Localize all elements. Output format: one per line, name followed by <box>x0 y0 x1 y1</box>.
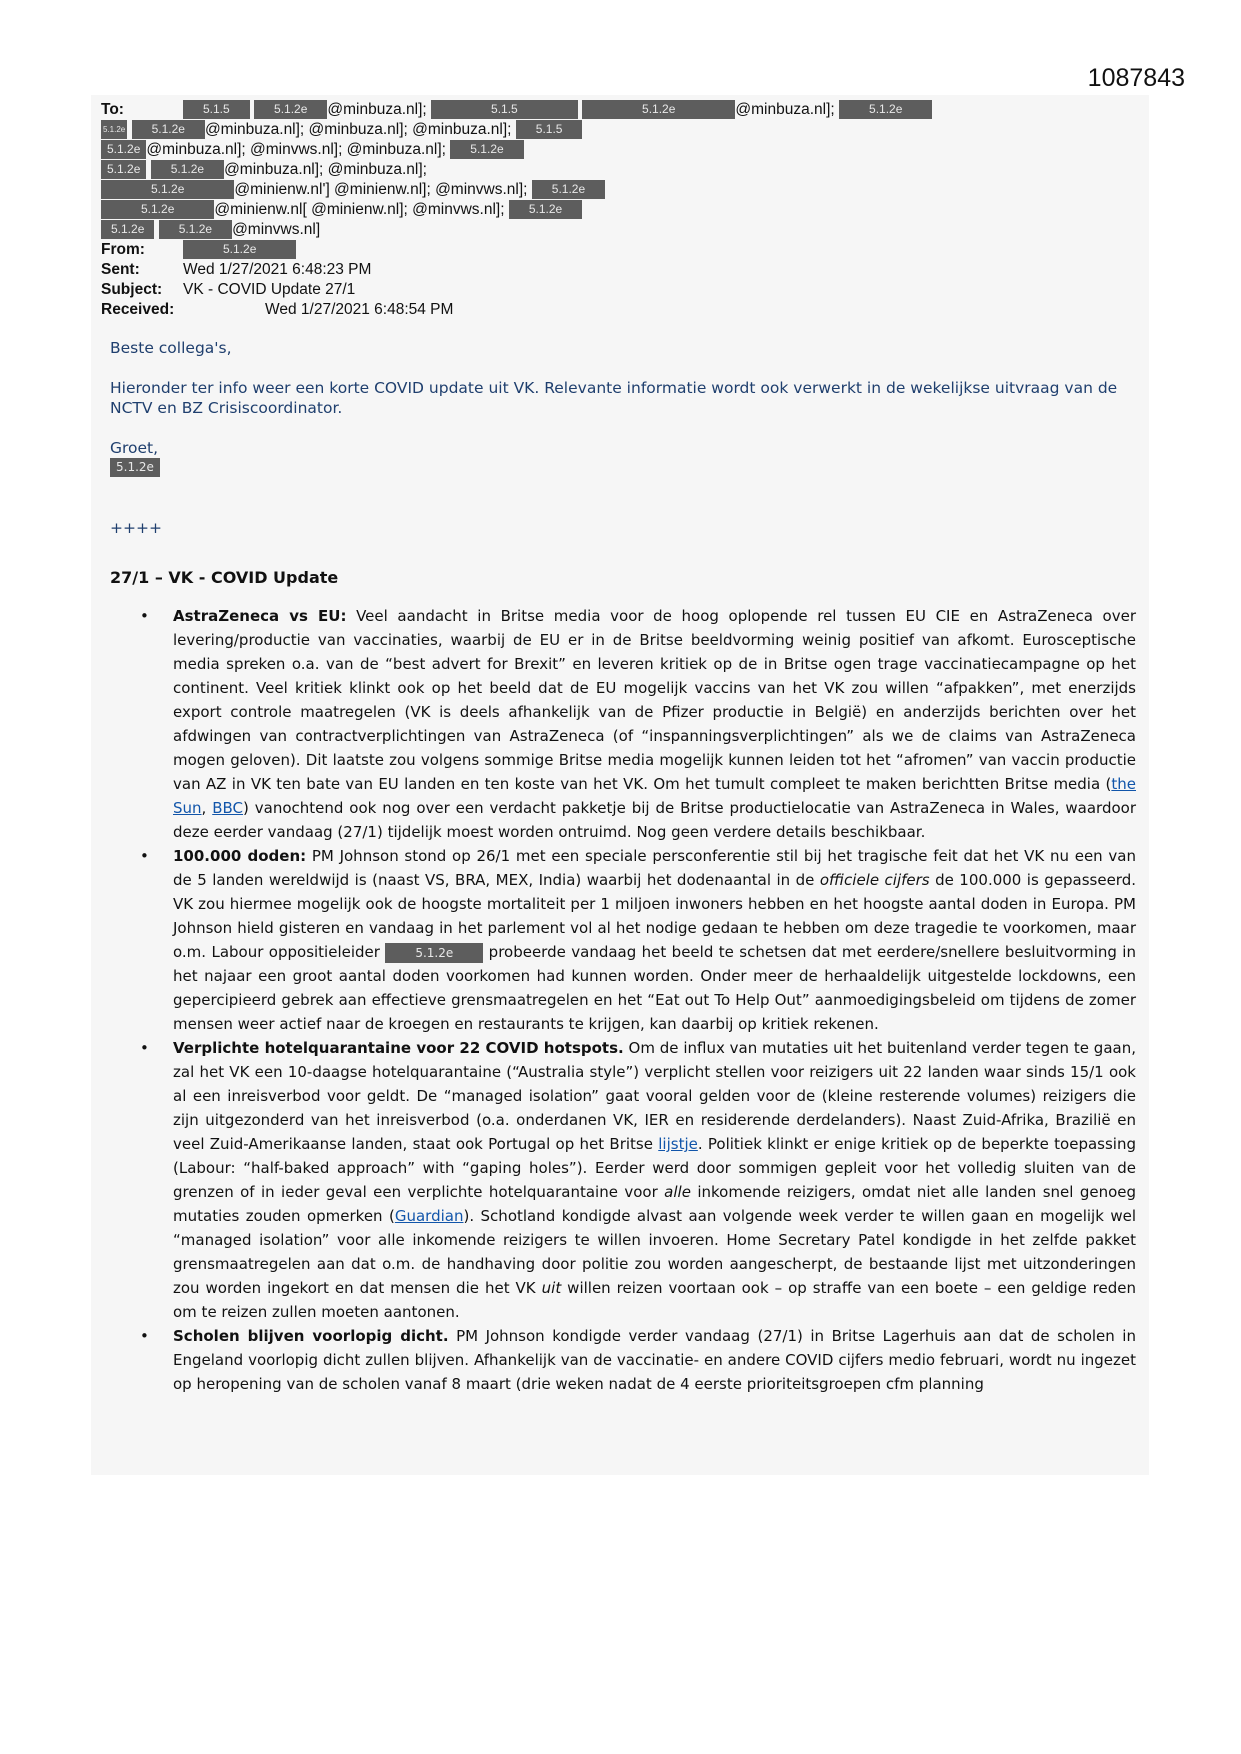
subject-value: VK - COVID Update 27/1 <box>183 281 356 298</box>
item-italic: officiele cijfers <box>819 871 930 889</box>
to-label: To: <box>101 101 124 118</box>
covid-update-section <box>110 566 1136 1396</box>
email-addresses: @minienw.nl'] @minienw.nl]; @minvws.nl]; <box>234 181 528 198</box>
received-value: Wed 1/27/2021 6:48:54 PM <box>265 301 454 318</box>
section-title: 27/1 – VK - COVID Update <box>110 568 339 587</box>
sent-value: Wed 1/27/2021 6:48:23 PM <box>183 261 372 278</box>
update-list <box>110 604 1136 1396</box>
redaction: 5.1.2e <box>132 120 205 139</box>
redaction: 5.1.2e <box>582 100 735 119</box>
subject-label: Subject: <box>101 281 163 298</box>
email-addresses: @minvws.nl] <box>232 221 321 238</box>
item-text: Veel aandacht in Britse media voor de hoog oplopende rel tussen EU CIE en AstraZeneca over levering/productie van vaccinaties, waarbij de EU er in de Britse beeldvorming weinig positief van afkomt. Eurosceptische media spreken o.a. van de “best advert for Brexit” en leveren kritiek op de in Britse ogen trage vaccinatiecampagne op het continent. Veel kritiek klinkt ook op het beeld dat de EU mogelijk vaccins van het VK zou willen “afpakken”, met enerzijds export controle maatregelen (VK is deels afhankelijk van de Pfizer productie in België) en anderzijds berichten over het afdwingen van contractverplichtingen van AstraZeneca (of “inspanningsverplichtingen” als we de claims van AstraZeneca mogen geloven). Dit laatste zou volgens sommige Britse media mogelijk kunnen leiden tot het “afromen” van vaccin productie van AZ in VK ten bate van EU landen en ten koste van het VK. Om het tumult compleet te maken berichtten Britse media ( <box>173 607 1137 793</box>
email-domain: @minbuza.nl]; <box>735 101 835 118</box>
item-italic: uit <box>541 1279 562 1297</box>
redaction: 5.1.2e <box>101 220 154 239</box>
bullet-icon: • <box>140 847 149 865</box>
item-text: . Politiek klinkt er enige kritiek op de beperkte toepassing (Labour: “half-baked approach” with “gaping holes”). Eerder werd door sommigen gepleit voor het volledig sluiten van de grenzen of in ieder geval een verplichte hotelquarantaine voor <box>173 1135 1136 1201</box>
to-line-3 <box>101 140 1141 160</box>
to-line-7 <box>101 220 1141 240</box>
bullet-icon: • <box>140 1039 149 1057</box>
item-lead: Scholen blijven voorlopig dicht. <box>173 1327 449 1345</box>
item-lead: 100.000 doden: <box>173 847 307 865</box>
redaction: 5.1.2e <box>159 220 232 239</box>
bullet-icon: • <box>140 1327 149 1345</box>
item-text: ). Schotland kondigde alvast aan volgende week verder te willen gaan en mogelijk wel “managed isolation” voor alle inkomende reizigers te willen invoeren. Home Secretary Patel kondigde in het zelfde pakket grensmaatregelen aan dat o.m. de handhaving door politie zou worden aangescherpt, de bestaande lijst met uitzonderingen zou worden ingekort en dat mensen die het VK <box>173 1207 1137 1297</box>
list-item <box>110 844 1136 1036</box>
sent-row <box>101 260 1141 280</box>
email-addresses: @minienw.nl[ @minienw.nl]; @minvws.nl]; <box>214 201 505 218</box>
email-header <box>101 100 1141 320</box>
email-addresses: @minbuza.nl]; @minbuza.nl]; <box>224 161 427 178</box>
to-line-1 <box>101 100 1141 120</box>
intro-paragraph: Hieronder ter info weer een korte COVID update uit VK. Relevante informatie wordt ook verwerkt in de wekelijkse uitvraag van de NCTV en BZ Crisiscoordinator. <box>110 379 1118 417</box>
redaction: 5.1.2e <box>101 200 214 219</box>
redaction: 5.1.2e <box>254 100 327 119</box>
email-domain: @minbuza.nl]; <box>327 101 427 118</box>
item-lead: Verplichte hotelquarantaine voor 22 COVID hotspots. <box>173 1039 624 1057</box>
email-addresses: @minbuza.nl]; @minvws.nl]; @minbuza.nl]; <box>146 141 446 158</box>
redaction: 5.1.2e <box>509 200 582 219</box>
redaction: 5.1.2e <box>101 120 127 139</box>
item-text: PM Johnson kondigde verder vandaag (27/1) in Britse Lagerhuis aan dat de scholen in Engeland voorlopig dicht zullen blijven. Afhankelijk van de vaccinatie- en andere COVID cijfers medio februari, wordt nu ingezet op heropening van de scholen vanaf 8 maart (drie weken nadat de 4 eerste prioriteitsgroepen cfm planning <box>173 1327 1136 1393</box>
redaction: 5.1.5 <box>183 100 250 119</box>
separator: ++++ <box>110 519 162 537</box>
item-text: , <box>201 799 213 817</box>
redaction: 5.1.2e <box>110 458 160 477</box>
link-guardian[interactable]: Guardian <box>394 1207 464 1225</box>
to-line-5 <box>101 180 1141 200</box>
redaction: 5.1.2e <box>101 180 234 199</box>
message-body <box>110 338 1136 538</box>
link-lijstje[interactable]: lijstje <box>658 1135 698 1153</box>
item-text: inkomende reizigers, omdat niet alle landen snel genoeg mutaties zouden opmerken ( <box>173 1183 1137 1225</box>
list-item <box>110 1324 1136 1396</box>
item-text: probeerde vandaag het beeld te schetsen dat met eerdere/snellere besluitvorming in het najaar een groot aantal doden voorkomen had kunnen worden. Onder meer de herhaaldelijk uitgestelde lockdowns, een gepercipieerd gebrek aan effectieve grensmaatregelen en het “Eat out To Help Out” aanmoedigingsbeleid om tijdens de zomer mensen weer actief naar de kroegen en restaurants te krijgen, kan daarbij op kritiek rekenen. <box>173 943 1136 1033</box>
to-line-6 <box>101 200 1141 220</box>
item-lead: AstraZeneca vs EU: <box>173 607 347 625</box>
to-line-4 <box>101 160 1141 180</box>
from-label: From: <box>101 241 145 258</box>
document-number: 1087843 <box>1087 64 1185 92</box>
redaction: 5.1.2e <box>101 160 146 179</box>
link-bbc[interactable]: BBC <box>212 799 244 817</box>
bullet-icon: • <box>140 607 149 625</box>
redaction: 5.1.2e <box>839 100 932 119</box>
greeting: Beste collega's, <box>110 339 232 357</box>
to-line-2 <box>101 120 1141 140</box>
redaction: 5.1.5 <box>516 120 583 139</box>
sent-label: Sent: <box>101 261 140 278</box>
email-addresses: @minbuza.nl]; @minbuza.nl]; @minbuza.nl]; <box>204 121 512 138</box>
list-item <box>110 1036 1136 1324</box>
received-row <box>101 300 1141 320</box>
received-label: Received: <box>101 301 175 318</box>
closing: Groet, <box>110 439 159 457</box>
redaction: 5.1.2e <box>101 140 146 159</box>
redaction: 5.1.2e <box>183 240 296 259</box>
item-text: de 100.000 is gepasseerd. VK zou hiermee mogelijk ook de hoogste mortaliteit per 1 miljoen inwoners hebben en het hoogste aantal doden in Europa. PM Johnson hield gisteren en vandaag in het parlement vol al het nodige gedaan te hebben om deze tragedie te voorkomen, maar o.m. Labour oppositieleider <box>173 871 1137 961</box>
item-italic: alle <box>664 1183 691 1201</box>
subject-row <box>101 280 1141 300</box>
link-the-sun[interactable]: the Sun <box>173 775 1136 817</box>
signature <box>110 458 1136 478</box>
from-row <box>101 240 1141 260</box>
item-text: PM Johnson stond op 26/1 met een speciale persconferentie stil bij het tragische feit dat het VK nu een van de 5 landen wereldwijd is (naast VS, BRA, MEX, India) waarbij het dodenaantal in de <box>173 847 1136 889</box>
redaction: 5.1.2e <box>385 943 483 963</box>
redaction: 5.1.2e <box>450 140 523 159</box>
redaction: 5.1.2e <box>151 160 224 179</box>
item-text: willen reizen voortaan ook – op straffe van een boete – een geldige reden om te reizen zullen moeten aantonen. <box>173 1279 1136 1321</box>
item-text: ) vanochtend ook nog over een verdacht pakketje bij de Britse productielocatie van AstraZeneca in Wales, waardoor deze eerder vandaag (27/1) tijdelijk moest worden ontruimd. Nog geen verdere details beschikbaar. <box>173 799 1136 841</box>
item-text: Om de influx van mutaties uit het buitenland verder tegen te gaan, zal het VK een 10-daagse hotelquarantaine (“Australia style”) verplicht stellen voor reizigers uit 22 landen waar sinds 15/1 ook al een inreisverbod voor geldt. De “managed isolation” gaat vooral gelden voor de (kleine resterende volumes) reizigers die zijn uitgezonderd van het inreisverbod (o.a. onderdanen VK, IER en residerende derdelanders). Naast Zuid-Afrika, Brazilië en veel Zuid-Amerikaanse landen, staat ook Portugal op het Britse <box>173 1039 1136 1153</box>
redaction: 5.1.2e <box>532 180 605 199</box>
redaction: 5.1.5 <box>431 100 578 119</box>
list-item <box>110 604 1136 844</box>
